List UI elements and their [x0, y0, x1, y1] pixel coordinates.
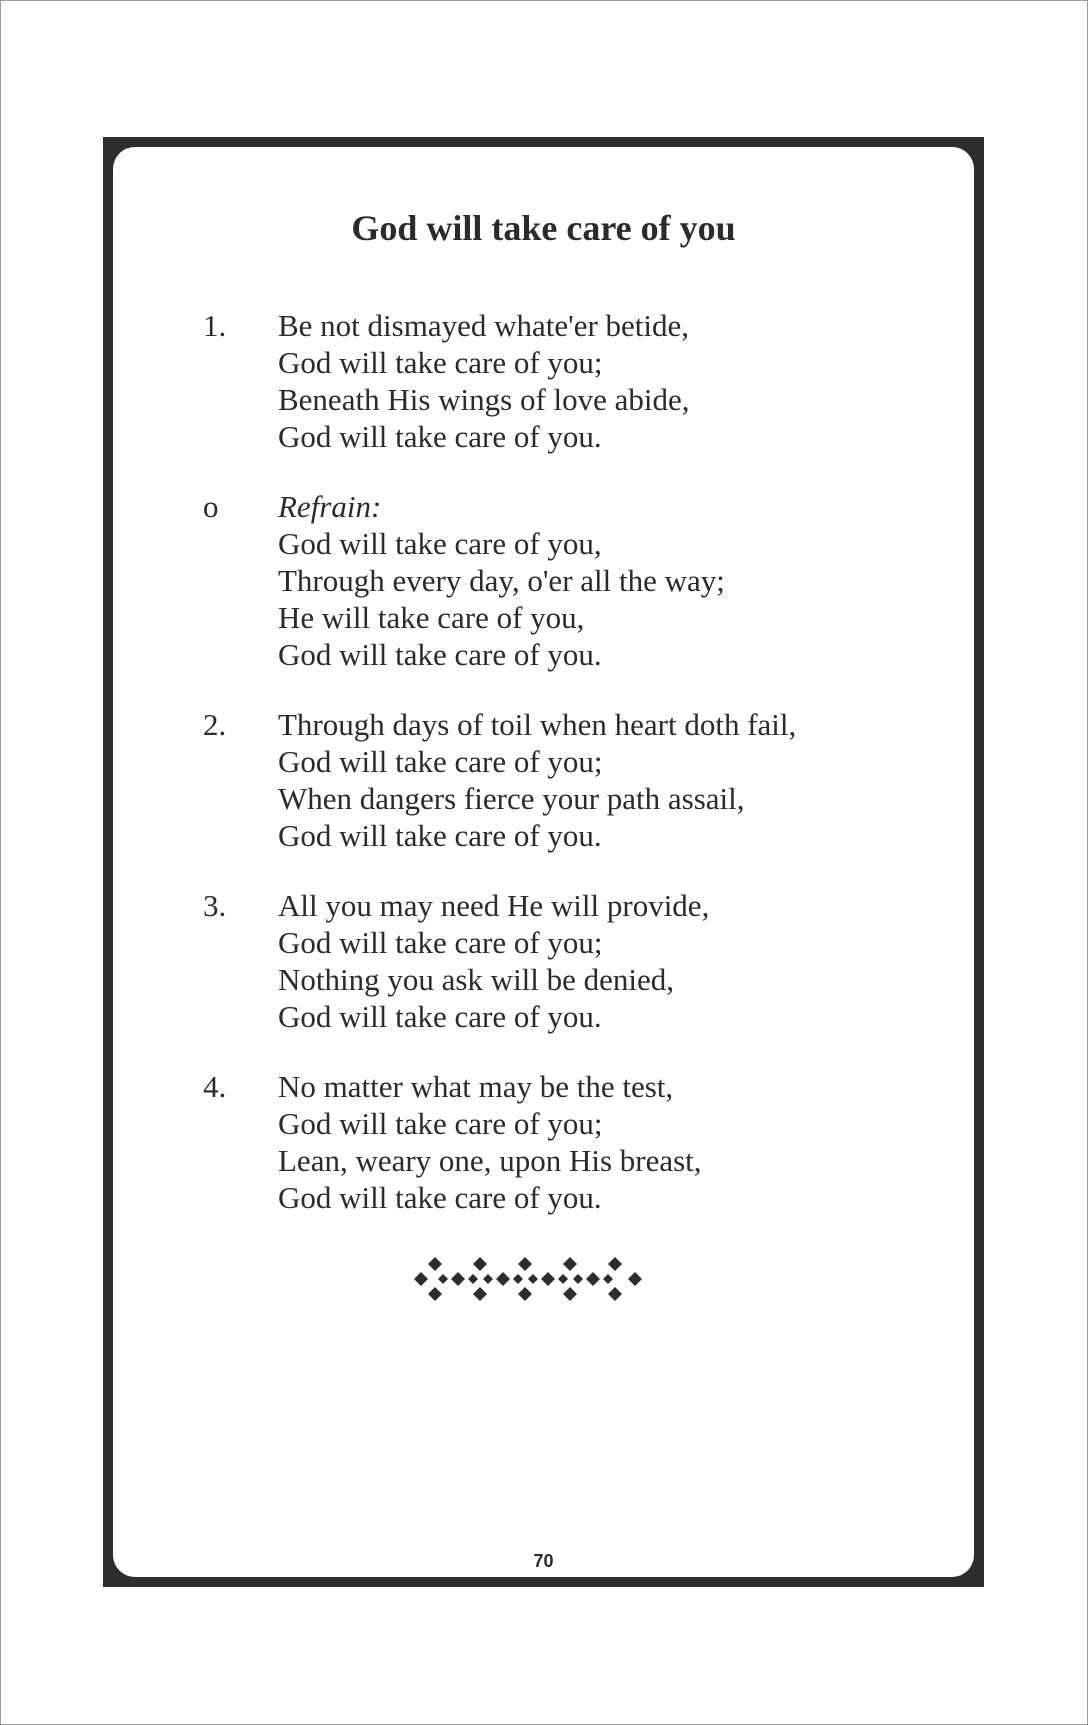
verse-line: God will take care of you. [278, 999, 602, 1034]
verse-line: Beneath His wings of love abide, [278, 382, 690, 417]
verse-line: God will take care of you, [278, 526, 602, 561]
verse-line: God will take care of you. [278, 419, 602, 454]
verse-line: All you may need He will provide, [278, 888, 710, 923]
hymn-verses [203, 307, 903, 1249]
verse-line: No matter what may be the test, [278, 1069, 674, 1104]
stanza-2 [203, 706, 903, 854]
verse-line: Through days of toil when heart doth fail, [278, 707, 797, 742]
stanza-number: 3. [203, 888, 227, 923]
verse-line: God will take care of you. [278, 818, 602, 853]
stanza-3 [203, 887, 903, 1035]
verse-line: Nothing you ask will be denied, [278, 962, 675, 997]
stanza-number: 2. [203, 707, 227, 742]
verse-line: God will take care of you. [278, 1180, 602, 1215]
stanza-lines [278, 307, 903, 455]
verse-line: God will take care of you; [278, 925, 603, 960]
refrain [203, 488, 903, 673]
verse-line: When dangers fierce your path assail, [278, 781, 745, 816]
stanza-lines [278, 706, 903, 854]
diamond-ornament-icon [413, 1254, 643, 1304]
stanza-number: 1. [203, 308, 227, 343]
verse-line: Lean, weary one, upon His breast, [278, 1143, 702, 1178]
verse-line: God will take care of you. [278, 637, 602, 672]
refrain-label: Refrain: [278, 489, 382, 524]
verse-line: God will take care of you; [278, 1106, 603, 1141]
stanza-lines [278, 1068, 903, 1216]
refrain-lines [278, 488, 903, 673]
stanza-4 [203, 1068, 903, 1216]
refrain-bullet: o [203, 489, 219, 524]
stanza-1 [203, 307, 903, 455]
verse-line: God will take care of you; [278, 744, 603, 779]
verse-line: Through every day, o'er all the way; [278, 563, 725, 598]
verse-line: God will take care of you; [278, 345, 603, 380]
page-frame [103, 137, 984, 1587]
page-card [113, 147, 974, 1577]
verse-line: He will take care of you, [278, 600, 585, 635]
stanza-lines [278, 887, 903, 1035]
page-number: 70 [533, 1551, 554, 1571]
stanza-number: 4. [203, 1069, 227, 1104]
verse-line: Be not dismayed whate'er betide, [278, 308, 690, 343]
page-title: God will take care of you [351, 208, 736, 248]
